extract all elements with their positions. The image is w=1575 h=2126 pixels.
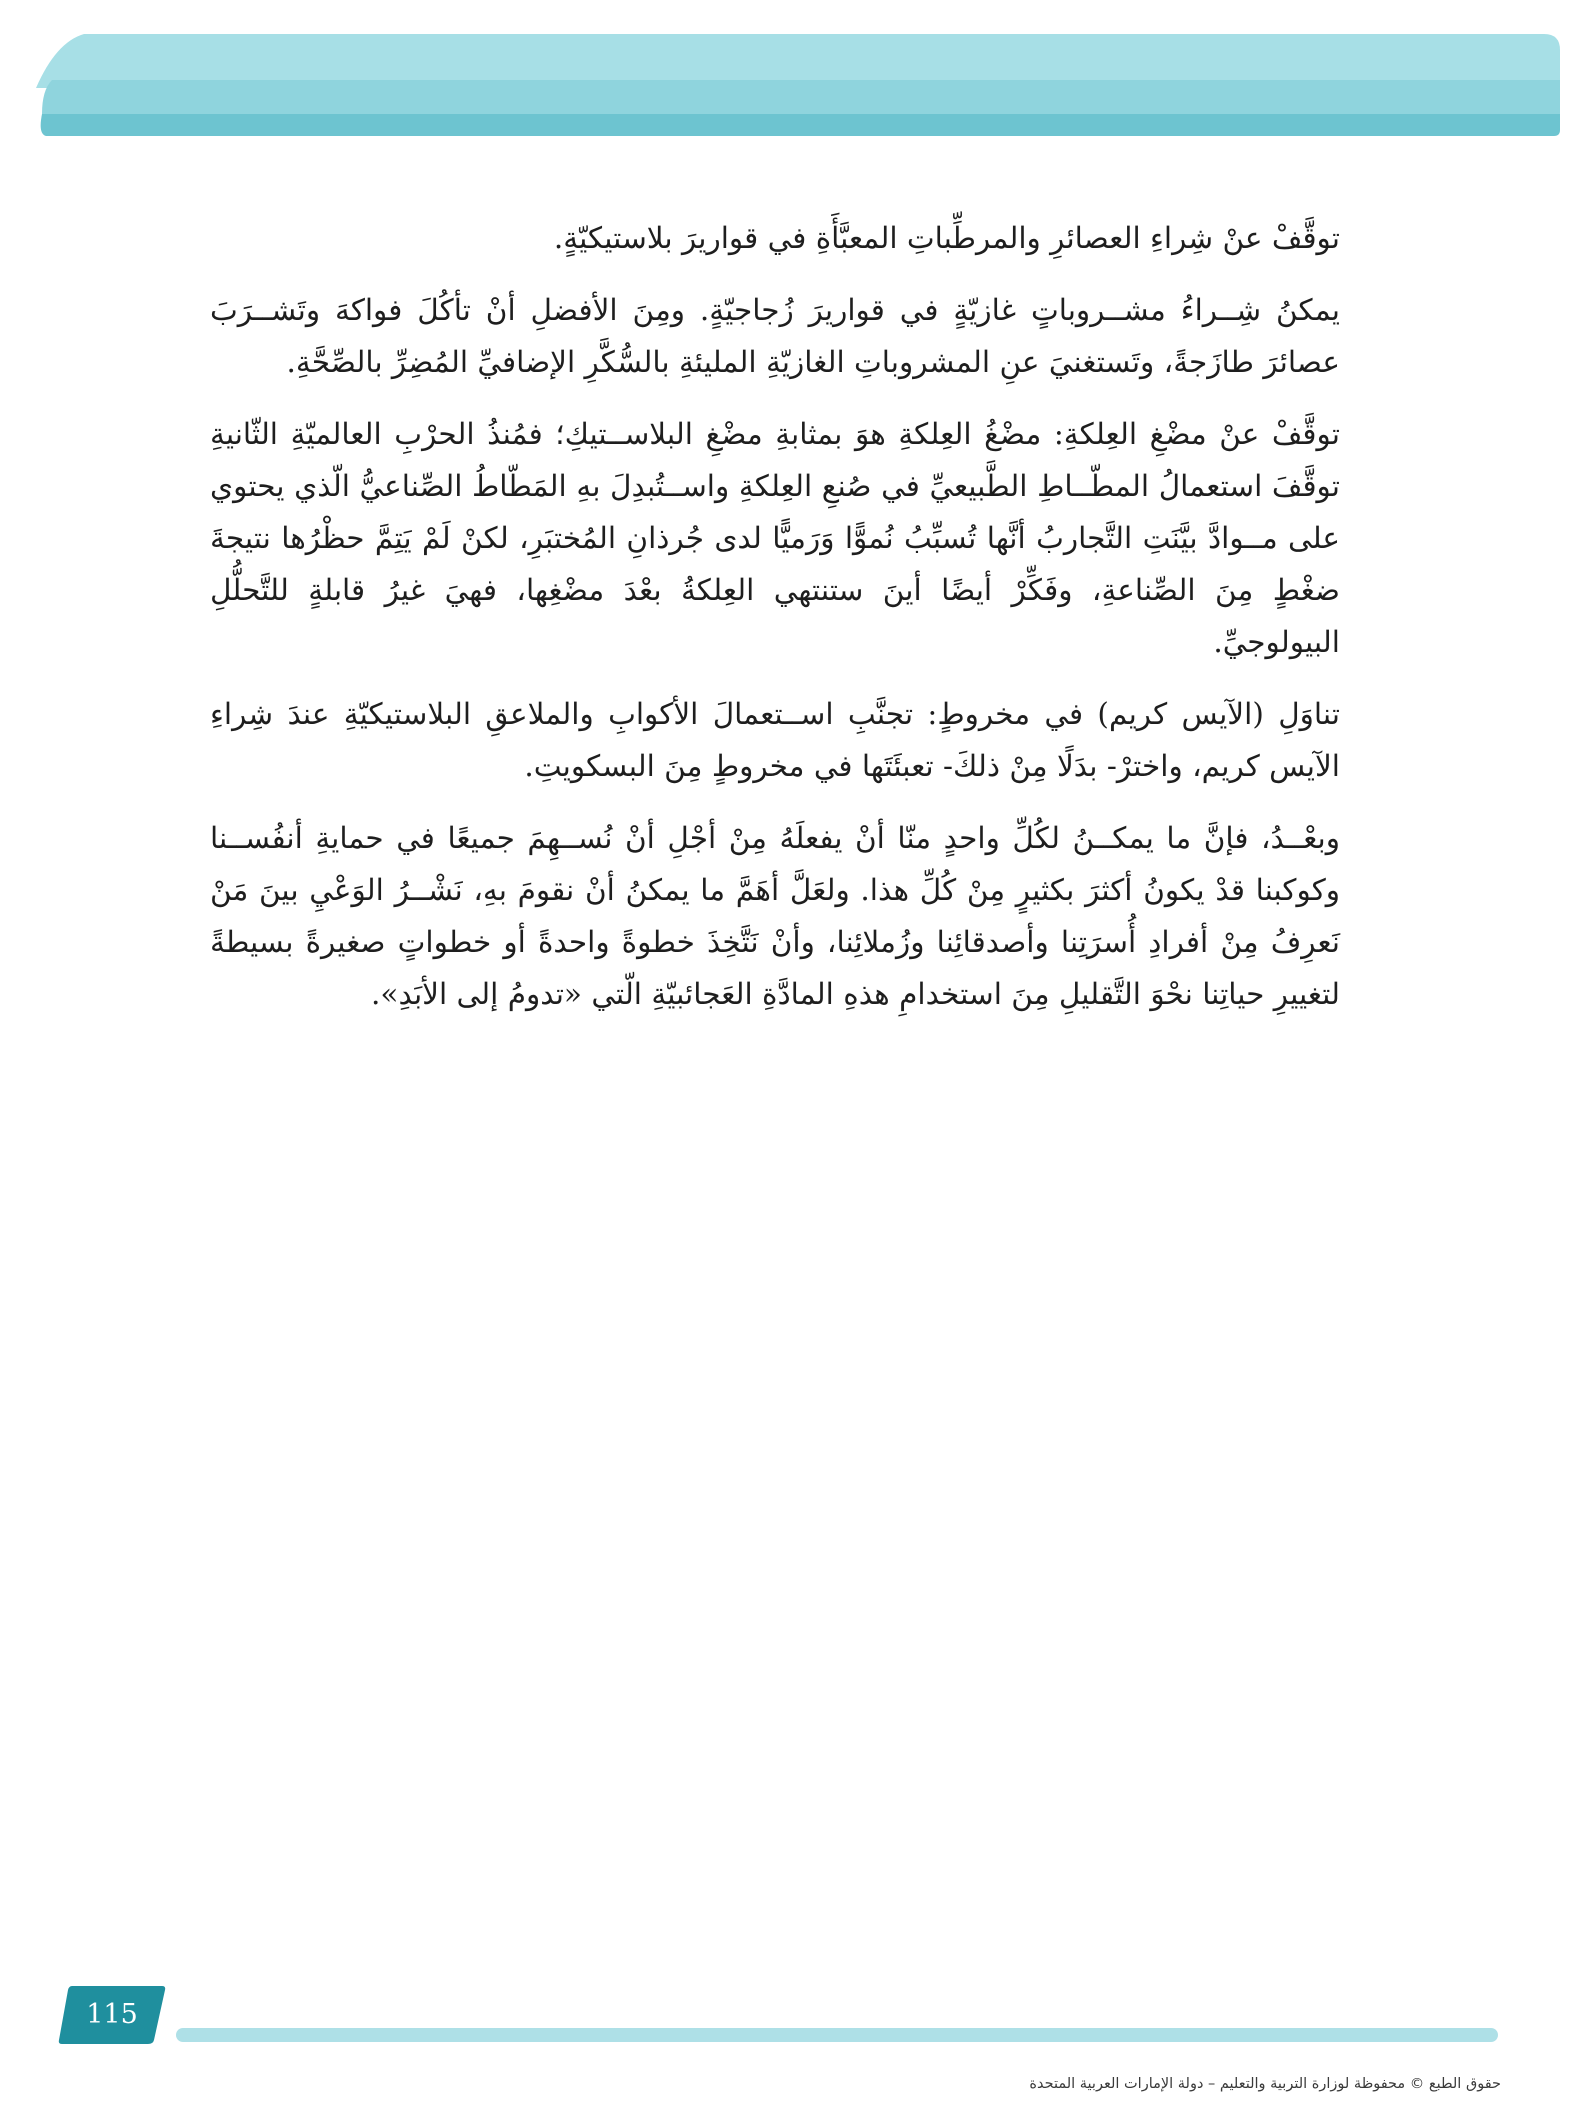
- footer-divider: [176, 2028, 1498, 2042]
- page-number: 115: [86, 1999, 138, 2030]
- paragraph-ice-cream-cone: تناوَلِ (الآيس كريم) في مخروطٍ: تجنَّبِ اســتعمالَ الأكوابِ والملاعقِ البلاستيكيّةِ عندَ شِراءِ الآيس كريم، واخترْ- بدَلًا مِنْ ذلكَ- تعبئَتَها في مخروطٍ مِنَ البسكويتِ.: [210, 697, 1340, 783]
- paragraph-stop-buying-bottled-drinks: توقَّفْ عنْ شِراءِ العصائرِ والمرطِّباتِ المعبَّأَةِ في قواريرَ بلاستيكيّةٍ.: [553, 221, 1340, 255]
- article-body: [210, 212, 1340, 1040]
- paragraph-conclusion: وبعْــدُ، فإنَّ ما يمكــنُ لكُلِّ واحدٍ منّا أنْ يفعلَهُ مِنْ أجْلِ أنْ نُســهِمَ جميعًا في حمايةِ أنفُســنا وكوكبنا قدْ يكونُ أكثرَ بكثيرٍ مِنْ كُلِّ هذا. ولعَلَّ أهَمَّ ما يمكنُ أنْ نقومَ بهِ، نَشْــرُ الوَعْيِ بينَ مَنْ نَعرِفُ مِنْ أفرادِ أُسرَتِنا وأصدقائِنا وزُملائِنا، وأنْ نَتَّخِذَ خطوةً واحدةً أو خطواتٍ صغيرةً بسيطةً لتغييرِ حياتِنا نحْوَ التَّقليلِ مِنَ استخدامِ هذهِ المادَّةِ العَجائبيّةِ الّتي «تدومُ إلى الأبَدِ».: [210, 821, 1340, 1011]
- header-band: [36, 34, 1560, 138]
- header-ribbon-middle: [42, 80, 1560, 114]
- page-number-badge: [58, 1986, 166, 2044]
- header-ribbon-top: [36, 34, 1560, 88]
- copyright-notice: حقوق الطبع © محفوظة لوزارة التربية والتعليم – دولة الإمارات العربية المتحدة: [1029, 2076, 1501, 2092]
- header-ribbon-graphic: [36, 34, 1560, 138]
- paragraph-glass-bottles: يمكنُ شِــراءُ مشــروباتٍ غازيّةٍ في قواريرَ زُجاجيّةٍ. ومِنَ الأفضلِ أنْ تأكُلَ فواكهَ وتَشــرَبَ عصائرَ طازَجةً، وتَستغنيَ عنِ المشروباتِ الغازيّةِ المليئةِ بالسُّكَّرِ الإضافيِّ المُضِرِّ بالصِّحَّةِ.: [210, 293, 1340, 379]
- paragraph-stop-chewing-gum: توقَّفْ عنْ مضْغِ العِلكةِ: مضْغُ العِلكةِ هوَ بمثابةِ مضْغِ البلاســتيكِ؛ فمُنذُ الحرْبِ العالميّةِ الثّانيةِ توقَّفَ استعمالُ المطّــاطِ الطَّبيعيِّ في صُنعِ العِلكةِ واســتُبدِلَ بهِ المَطّاطُ الصِّناعيُّ الّذي يحتوي على مــوادَّ بيَّنَتِ التَّجاربُ أنَّها تُسبِّبُ نُموًّا وَرَميًّا لدى جُرذانِ المُختبَرِ، لكنْ لَمْ يَتِمَّ حظْرُها نتيجةَ ضغْطٍ مِنَ الصِّناعةِ، وفَكِّرْ أيضًا أينَ ستنتهي العِلكةُ بعْدَ مضْغِها، فهيَ غيرُ قابلةٍ للتَّحلُّلِ البيولوجيِّ.: [210, 417, 1340, 659]
- header-ribbon-bottom: [41, 114, 1560, 136]
